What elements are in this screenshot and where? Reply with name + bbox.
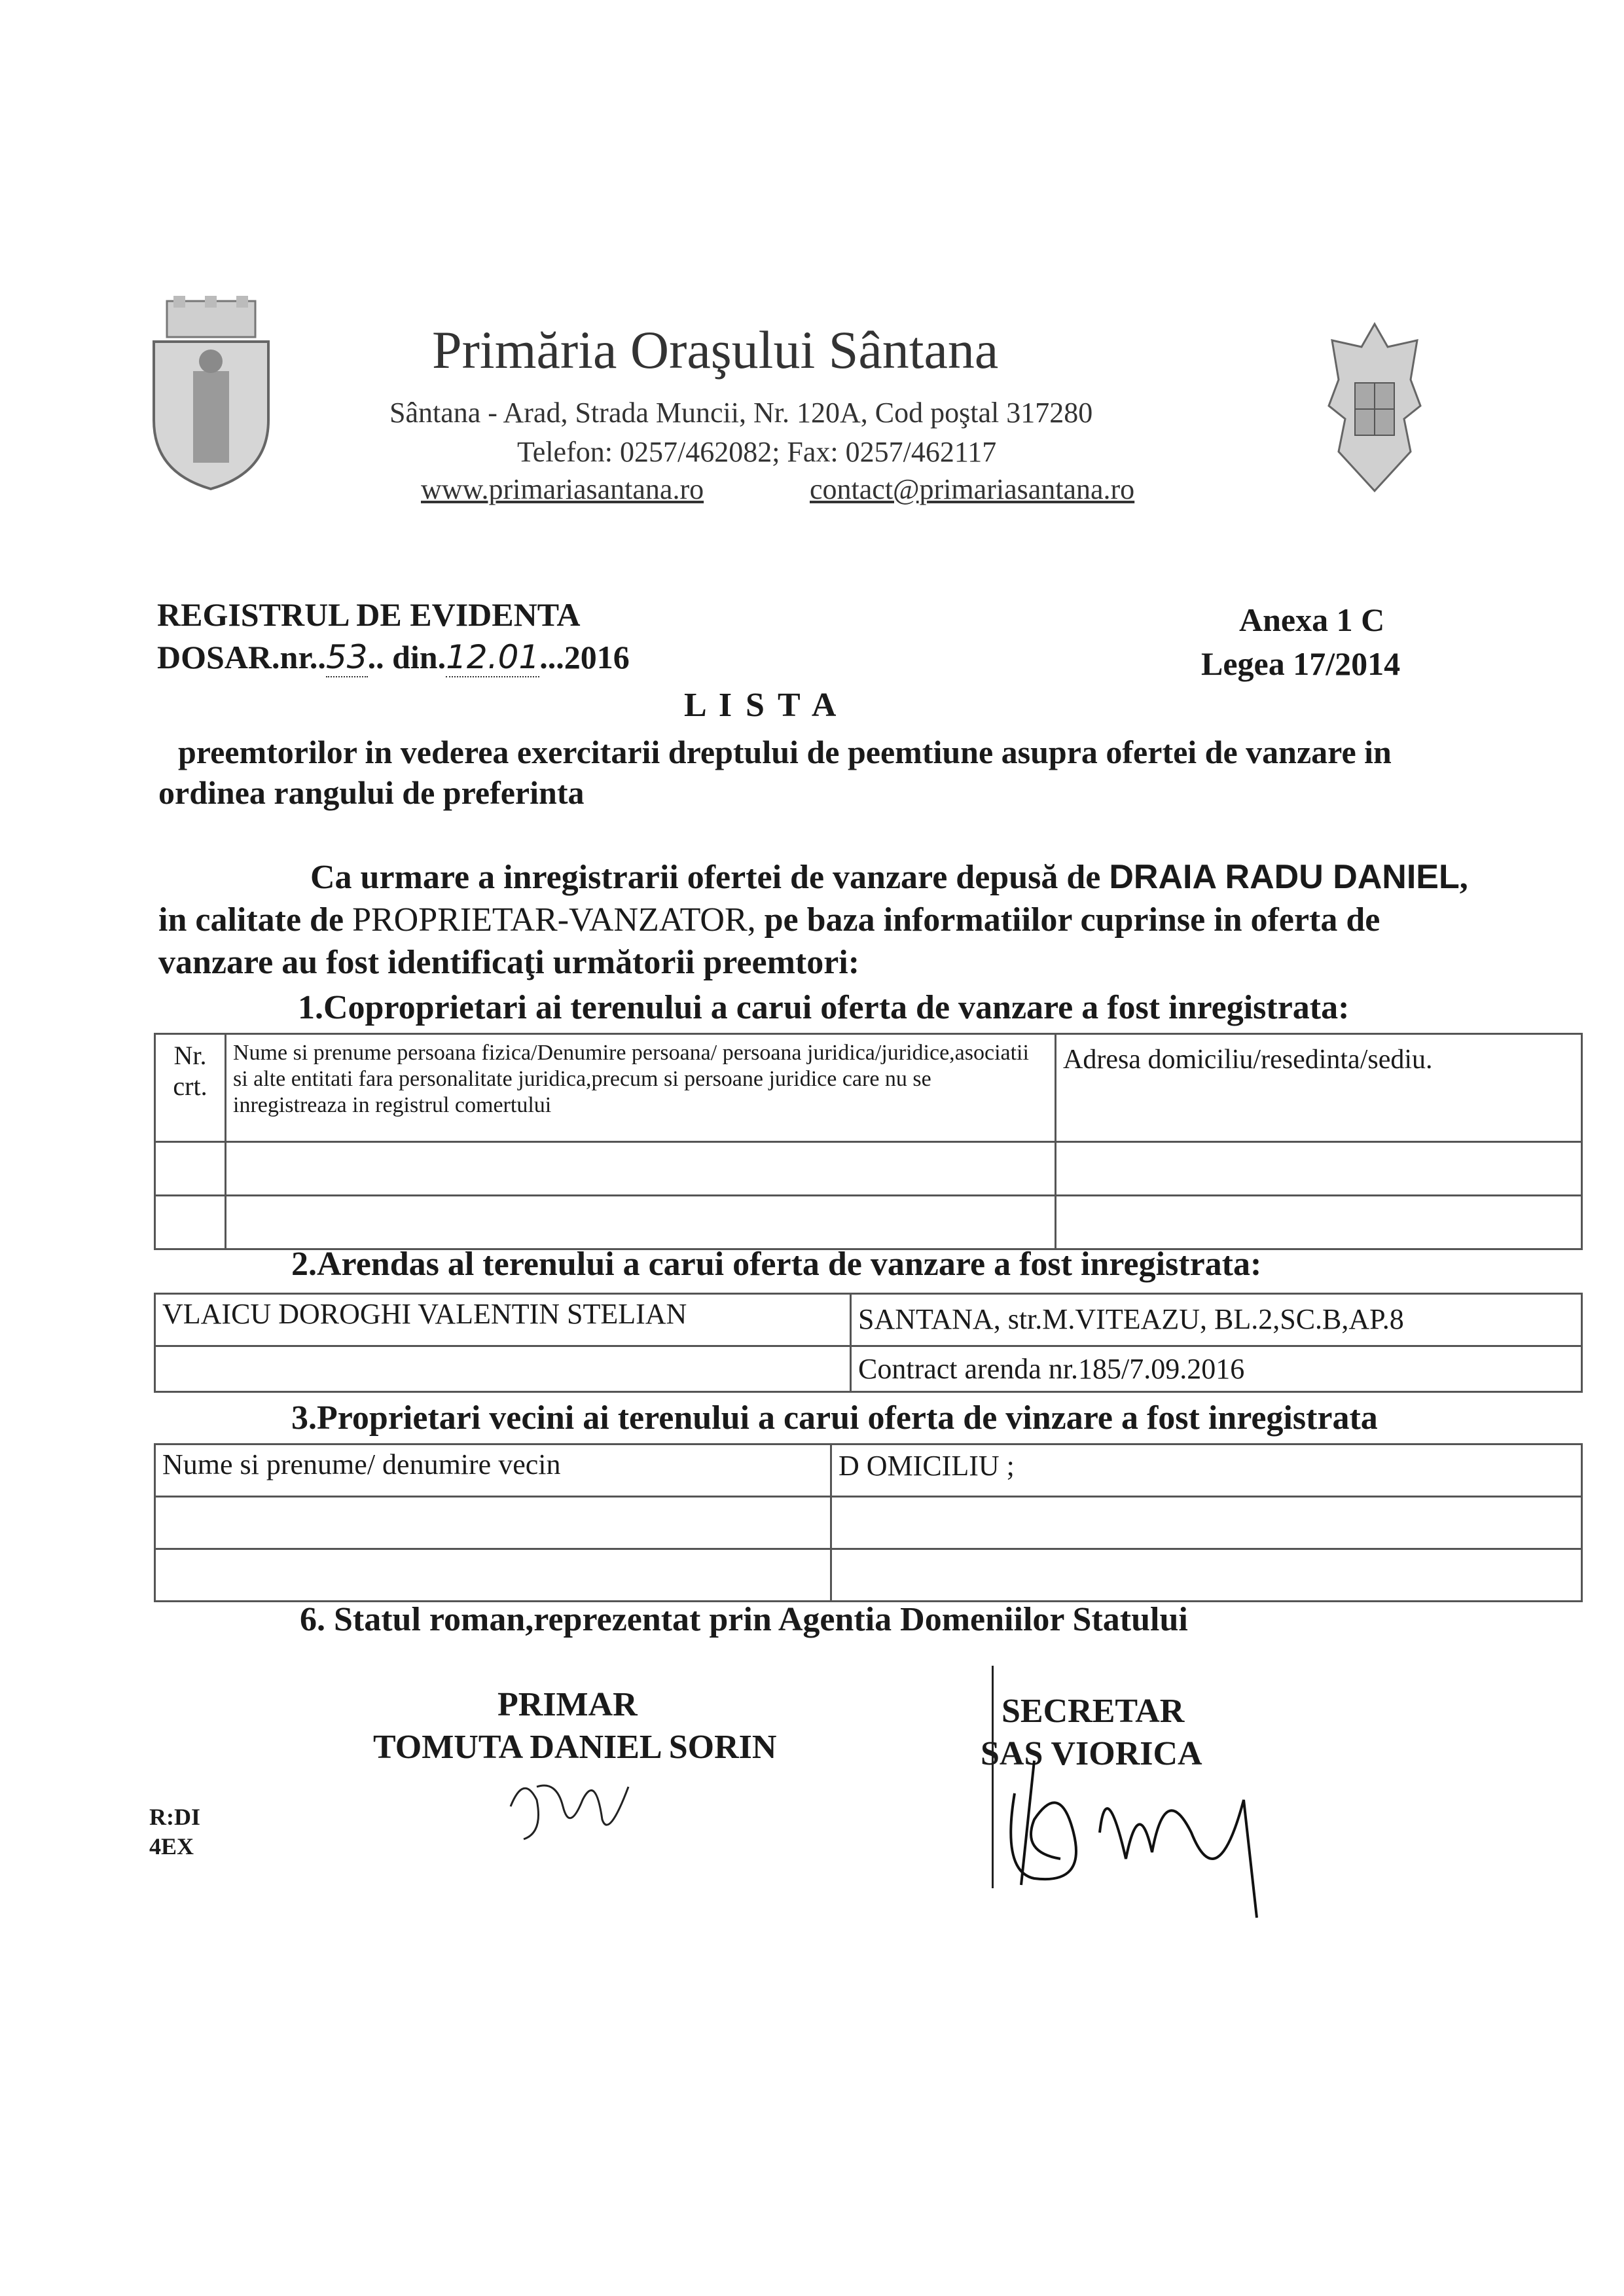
section1-heading: 1.Coproprietari ai terenului a carui oferta de vanzare a fost inregistrata: (298, 989, 1350, 1026)
signature-divider (992, 1666, 994, 1888)
section6-state: 6. Statul roman,reprezentat prin Agentia Domeniilor Statului (300, 1601, 1188, 1638)
intro-paragraph (158, 856, 1474, 984)
neighbors-table (154, 1443, 1583, 1602)
table-cell (1056, 1196, 1582, 1249)
date-handwritten: 12.01 (446, 638, 540, 676)
coowners-col-name: Nume si prenume persoana fizica/Denumire persoana/ persoana juridica/juridice,asociatii si alte entitati fara personalitate juridica,precum si persoane juridice care nu se inregistreaza in registrul comertului (226, 1034, 1056, 1142)
table-cell (155, 1497, 831, 1549)
secretary-title: SECRETAR (1001, 1693, 1185, 1730)
table-row (155, 1294, 1582, 1346)
year-label: ...2016 (539, 639, 630, 675)
mayor-title: PRIMAR (497, 1686, 638, 1723)
table-cell (1056, 1142, 1582, 1196)
coowners-table (154, 1033, 1583, 1250)
table-cell (155, 1346, 851, 1392)
tenant-name: VLAICU DOROGHI VALENTIN STELIAN (155, 1294, 851, 1346)
law-label: Legea 17/2014 (1201, 645, 1401, 682)
secretary-signature (995, 1754, 1270, 1924)
footer-copies: 4EX (149, 1833, 194, 1859)
table-cell (226, 1196, 1056, 1249)
table-row (155, 1196, 1582, 1249)
intro-text-3: pe baza informatiilor cuprinse in oferta de vanzare au fost identificaţi următorii preemtori: (158, 901, 1380, 981)
document-title: L I S T A (684, 687, 839, 724)
mayor-signature (497, 1761, 635, 1859)
tenant-address: SANTANA, str.M.VITEAZU, BL.2,SC.B,AP.8 (851, 1294, 1582, 1346)
din-label: .. din. (367, 639, 446, 675)
tenant-contract: Contract arenda nr.185/7.09.2016 (851, 1346, 1582, 1392)
neighbors-col-address: D OMICILIU ; (831, 1444, 1582, 1497)
footer-ref: R:DI (149, 1804, 200, 1830)
seller-role: PROPRIETAR-VANZATOR, (352, 901, 756, 939)
intro-text-2: , in calitate de (158, 859, 1468, 939)
table-row (155, 1444, 1582, 1497)
table-row (155, 1142, 1582, 1196)
coowners-col-address: Adresa domiciliu/resedinta/sediu. (1056, 1034, 1582, 1142)
institution-phone-fax: Telefon: 0257/462082; Fax: 0257/462117 (517, 436, 997, 468)
annex-label: Anexa 1 C (1239, 601, 1385, 638)
seller-name: DRAIA RADU DANIEL (1109, 858, 1460, 896)
institution-address: Sântana - Arad, Strada Muncii, Nr. 120A, Cod poştal 317280 (389, 397, 1093, 429)
secretary-name: SAS VIORICA (981, 1735, 1202, 1772)
table-cell (155, 1196, 226, 1249)
table-cell (831, 1497, 1582, 1549)
table-cell (831, 1549, 1582, 1602)
document-subtitle: preemtorilor in vederea exercitarii dreptului de peemtiune asupra ofertei de vanzare in ordinea rangului de preferinta (158, 734, 1392, 811)
table-row (155, 1346, 1582, 1392)
registry-title: REGISTRUL DE EVIDENTA (157, 596, 581, 633)
section2-heading: 2.Arendas al terenului a carui oferta de vanzare a fost inregistrata: (291, 1246, 1262, 1283)
table-cell (155, 1142, 226, 1196)
table-row (155, 1497, 1582, 1549)
email-link[interactable]: contact@primariasantana.ro (810, 473, 1135, 505)
mayor-name: TOMUTA DANIEL SORIN (373, 1729, 777, 1766)
neighbors-col-name: Nume si prenume/ denumire vecin (155, 1444, 831, 1497)
dosar-prefix: DOSAR.nr.. (157, 639, 326, 675)
intro-text-1: Ca urmare a inregistrarii ofertei de vanzare depusă de (310, 859, 1101, 896)
table-row (155, 1549, 1582, 1602)
coowners-col-nr: Nr. crt. (155, 1034, 226, 1142)
table-cell (226, 1142, 1056, 1196)
website-link[interactable]: www.primariasantana.ro (421, 473, 704, 505)
romania-coat-of-arms-icon (1326, 321, 1424, 494)
dosar-line (157, 638, 630, 677)
santana-coat-of-arms-icon (147, 296, 275, 492)
tenant-table (154, 1293, 1583, 1393)
section3-heading: 3.Proprietari vecini ai terenului a carui oferta de vinzare a fost inregistrata (291, 1399, 1378, 1437)
table-cell (155, 1549, 831, 1602)
dosar-number-handwritten: 53 (325, 638, 368, 676)
institution-title: Primăria Oraşului Sântana (432, 320, 999, 380)
